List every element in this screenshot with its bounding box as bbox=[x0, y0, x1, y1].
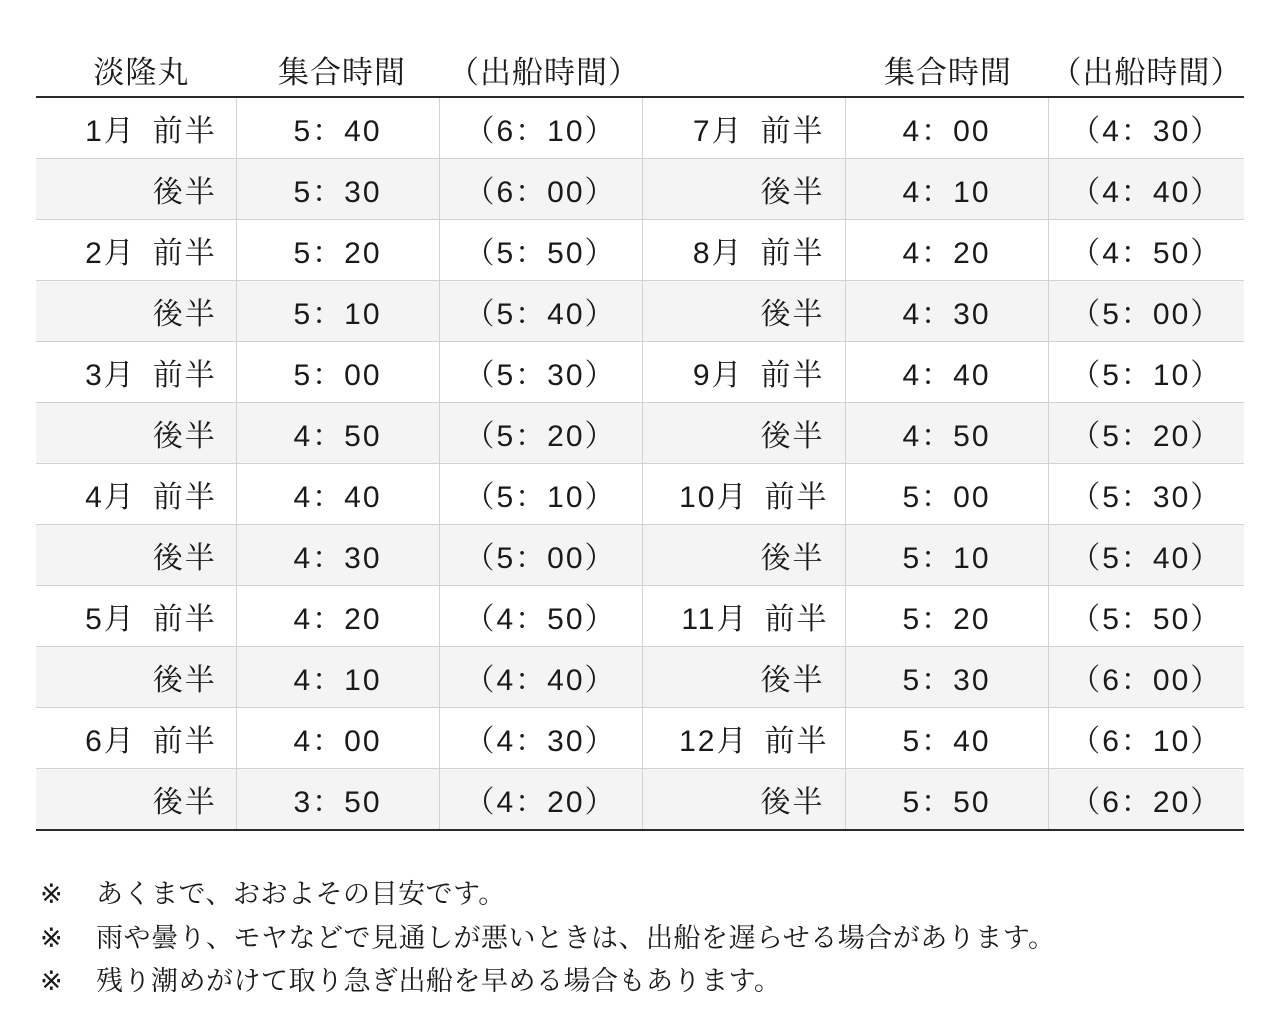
half-right: 前半 bbox=[764, 603, 829, 636]
row-label-left bbox=[36, 281, 236, 342]
meet-time-right: 4：50 bbox=[845, 403, 1048, 464]
depart-time-left: （5：50） bbox=[439, 220, 642, 281]
depart-time-left: （4：30） bbox=[439, 708, 642, 769]
half-right: 後半 bbox=[760, 786, 825, 819]
month-right: 12月 bbox=[679, 725, 749, 758]
note-item bbox=[40, 917, 1244, 961]
row-label-left bbox=[36, 647, 236, 708]
month-right: 11月 bbox=[681, 603, 749, 636]
row-label-right bbox=[642, 647, 845, 708]
meet-time-left: 4：40 bbox=[236, 464, 439, 525]
meet-time-right: 5：20 bbox=[845, 586, 1048, 647]
month-left: 2月 bbox=[85, 237, 136, 270]
depart-time-right: （6：10） bbox=[1048, 708, 1244, 769]
month-left: 3月 bbox=[85, 359, 136, 392]
half-right: 後半 bbox=[760, 542, 825, 575]
meet-time-left: 4：10 bbox=[236, 647, 439, 708]
half-left: 前半 bbox=[152, 481, 217, 514]
row-label-right bbox=[642, 464, 845, 525]
table-header-row bbox=[36, 0, 1244, 96]
schedule-table bbox=[36, 96, 1244, 831]
meet-time-left: 5：20 bbox=[236, 220, 439, 281]
depart-time-right: （6：00） bbox=[1048, 647, 1244, 708]
row-label-left bbox=[36, 220, 236, 281]
row-label-left bbox=[36, 342, 236, 403]
depart-time-left: （4：40） bbox=[439, 647, 642, 708]
month-right: 9月 bbox=[692, 359, 744, 392]
row-label-right bbox=[642, 97, 845, 159]
note-mark: ※ bbox=[40, 922, 64, 953]
meet-time-left: 5：30 bbox=[236, 159, 439, 220]
row-label-left bbox=[36, 708, 236, 769]
table-row bbox=[36, 281, 1244, 342]
note-text: 残り潮めがけて取り急ぎ出船を早める場合もあります。 bbox=[96, 966, 782, 997]
row-label-left bbox=[36, 464, 236, 525]
half-left: 後半 bbox=[152, 298, 217, 331]
row-label-left bbox=[36, 97, 236, 159]
row-label-left bbox=[36, 159, 236, 220]
row-label-left bbox=[36, 403, 236, 464]
depart-time-right: （5：40） bbox=[1048, 525, 1244, 586]
note-item bbox=[40, 873, 1244, 917]
row-label-right bbox=[642, 281, 845, 342]
column-header-meet-right: 集合時間 bbox=[883, 55, 1012, 90]
table-row bbox=[36, 220, 1244, 281]
month-left: 5月 bbox=[85, 603, 136, 636]
meet-time-right: 4：10 bbox=[845, 159, 1048, 220]
meet-time-left: 5：10 bbox=[236, 281, 439, 342]
half-right: 前半 bbox=[764, 481, 829, 514]
column-header-depart-right: （出船時間） bbox=[1050, 55, 1243, 90]
depart-time-left: （5：30） bbox=[439, 342, 642, 403]
notes-list bbox=[36, 873, 1244, 1004]
note-item bbox=[40, 960, 1244, 1004]
table-row bbox=[36, 464, 1244, 525]
meet-time-left: 5：00 bbox=[236, 342, 439, 403]
meet-time-left: 4：30 bbox=[236, 525, 439, 586]
depart-time-left: （5：10） bbox=[439, 464, 642, 525]
depart-time-left: （5：40） bbox=[439, 281, 642, 342]
row-label-left bbox=[36, 586, 236, 647]
table-row bbox=[36, 403, 1244, 464]
half-right: 後半 bbox=[760, 420, 825, 453]
depart-time-left: （6：00） bbox=[439, 159, 642, 220]
depart-time-right: （5：30） bbox=[1048, 464, 1244, 525]
half-left: 前半 bbox=[152, 115, 217, 148]
depart-time-right: （6：20） bbox=[1048, 769, 1244, 831]
meet-time-right: 4：30 bbox=[845, 281, 1048, 342]
depart-time-right: （5：20） bbox=[1048, 403, 1244, 464]
meet-time-right: 5：00 bbox=[845, 464, 1048, 525]
meet-time-left: 3：50 bbox=[236, 769, 439, 831]
row-label-right bbox=[642, 342, 845, 403]
row-label-left bbox=[36, 525, 236, 586]
half-left: 後半 bbox=[152, 542, 217, 575]
row-label-right bbox=[642, 708, 845, 769]
depart-time-left: （5：00） bbox=[439, 525, 642, 586]
half-left: 後半 bbox=[152, 420, 217, 453]
table-row bbox=[36, 647, 1244, 708]
half-right: 前半 bbox=[760, 115, 825, 148]
column-header-meet-left: 集合時間 bbox=[277, 55, 406, 90]
meet-time-right: 5：30 bbox=[845, 647, 1048, 708]
depart-time-right: （4：40） bbox=[1048, 159, 1244, 220]
row-label-right bbox=[642, 769, 845, 831]
table-row bbox=[36, 525, 1244, 586]
depart-time-right: （5：50） bbox=[1048, 586, 1244, 647]
table-row bbox=[36, 159, 1244, 220]
half-left: 前半 bbox=[152, 603, 217, 636]
half-right: 後半 bbox=[760, 298, 825, 331]
depart-time-right: （4：30） bbox=[1048, 97, 1244, 159]
row-label-right bbox=[642, 525, 845, 586]
note-text: あくまで、おおよその目安です。 bbox=[96, 879, 506, 909]
half-left: 後半 bbox=[152, 786, 217, 819]
half-left: 前半 bbox=[152, 725, 217, 758]
month-left: 4月 bbox=[85, 481, 136, 514]
half-left: 後半 bbox=[152, 176, 217, 209]
month-right: 10月 bbox=[679, 481, 749, 514]
meet-time-left: 4：20 bbox=[236, 586, 439, 647]
row-label-right bbox=[642, 159, 845, 220]
half-left: 前半 bbox=[152, 359, 217, 392]
half-right: 前半 bbox=[760, 359, 825, 392]
half-right: 後半 bbox=[760, 664, 825, 697]
meet-time-left: 5：40 bbox=[236, 97, 439, 159]
table-row bbox=[36, 708, 1244, 769]
half-right: 前半 bbox=[764, 725, 829, 758]
depart-time-right: （5：10） bbox=[1048, 342, 1244, 403]
meet-time-right: 4：20 bbox=[845, 220, 1048, 281]
depart-time-left: （5：20） bbox=[439, 403, 642, 464]
month-right: 8月 bbox=[692, 237, 744, 270]
meet-time-right: 5：40 bbox=[845, 708, 1048, 769]
depart-time-right: （5：00） bbox=[1048, 281, 1244, 342]
month-right: 7月 bbox=[692, 115, 744, 148]
meet-time-right: 5：50 bbox=[845, 769, 1048, 831]
row-label-left bbox=[36, 769, 236, 831]
depart-time-left: （4：50） bbox=[439, 586, 642, 647]
depart-time-left: （4：20） bbox=[439, 769, 642, 831]
note-mark: ※ bbox=[40, 879, 64, 909]
meet-time-right: 4：40 bbox=[845, 342, 1048, 403]
row-label-right bbox=[642, 586, 845, 647]
row-label-right bbox=[642, 220, 845, 281]
month-left: 1月 bbox=[85, 115, 136, 148]
meet-time-right: 4：00 bbox=[845, 97, 1048, 159]
page-title: 淡隆丸 bbox=[93, 55, 190, 90]
table-row bbox=[36, 586, 1244, 647]
table-row bbox=[36, 97, 1244, 159]
table-row bbox=[36, 342, 1244, 403]
note-text: 雨や曇り、モヤなどで見通しが悪いときは、出船を遅らせる場合があります。 bbox=[96, 922, 1056, 953]
depart-time-right: （4：50） bbox=[1048, 220, 1244, 281]
depart-time-left: （6：10） bbox=[439, 97, 642, 159]
half-left: 後半 bbox=[152, 664, 217, 697]
meet-time-left: 4：50 bbox=[236, 403, 439, 464]
meet-time-right: 5：10 bbox=[845, 525, 1048, 586]
column-header-depart-left: （出船時間） bbox=[447, 55, 640, 90]
meet-time-left: 4：00 bbox=[236, 708, 439, 769]
note-mark: ※ bbox=[40, 966, 64, 997]
half-right: 後半 bbox=[760, 176, 825, 209]
month-left: 6月 bbox=[85, 725, 136, 758]
half-right: 前半 bbox=[760, 237, 825, 270]
table-row bbox=[36, 769, 1244, 831]
row-label-right bbox=[642, 403, 845, 464]
half-left: 前半 bbox=[152, 237, 217, 270]
